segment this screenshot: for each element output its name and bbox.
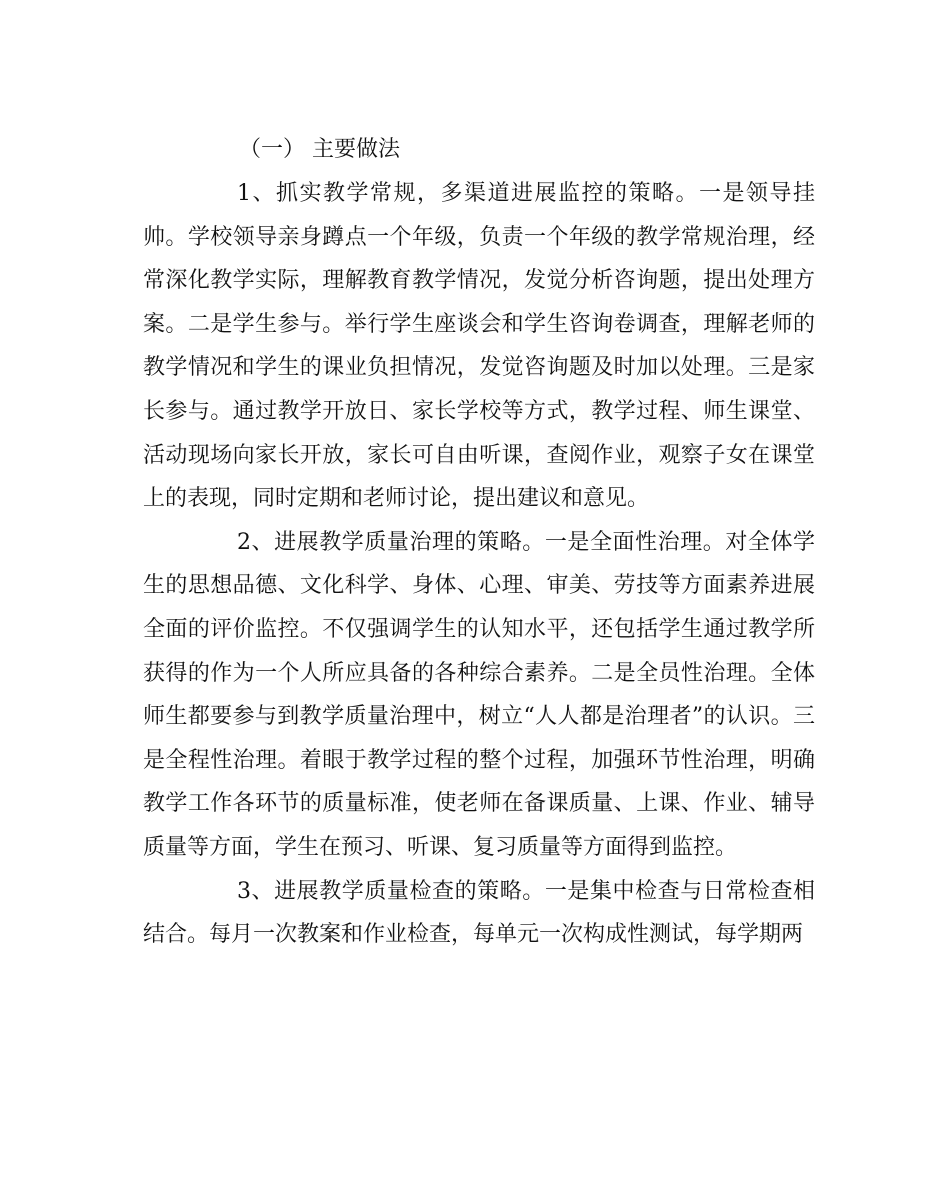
section-heading: （一） 主要做法 [239, 137, 400, 162]
paragraph-1: 1、抓实教学常规，多渠道进展监控的策略。一是领导挂帅。学校领导亲身蹲点一个年级，负责一个年级的教学常规治理，经常深化教学实际，理解教育教学情况，发觉分析咨询题，提出处理方案。二是学生参与。举行学生座谈会和学生咨询卷调查，理解老师的教学情况和学生的课业负担情况，发觉咨询题及时加以处理。三是家长参与。通过教学开放日、家长学校等方式，教学过程、师生课堂、活动现场向家长开放，家长可自由听课，查阅作业，观察子女在课堂上的表现，同时定期和老师讨论，提出建议和意见。 [143, 181, 815, 512]
document-body [143, 130, 815, 957]
paragraph-3: 3、进展教学质量检查的策略。一是集中检查与日常检查相结合。每月一次教案和作业检查，每单元一次构成性测试，每学期两 [143, 878, 815, 948]
paragraph-2: 2、进展教学质量治理的策略。一是全面性治理。对全体学生的思想品德、文化科学、身体、心理、审美、劳技等方面素养进展全面的评价监控。不仅强调学生的认知水平，还包括学生通过教学所获得的作为一个人所应具备的各种综合素养。二是全员性治理。全体师生都要参与到教学质量治理中，树立“人人都是治理者”的认识。三是全程性治理。着眼于教学过程的整个过程，加强环节性治理，明确教学工作各环节的质量标准，使老师在备课质量、上课、作业、辅导质量等方面，学生在预习、听课、复习质量等方面得到监控。 [143, 529, 815, 860]
